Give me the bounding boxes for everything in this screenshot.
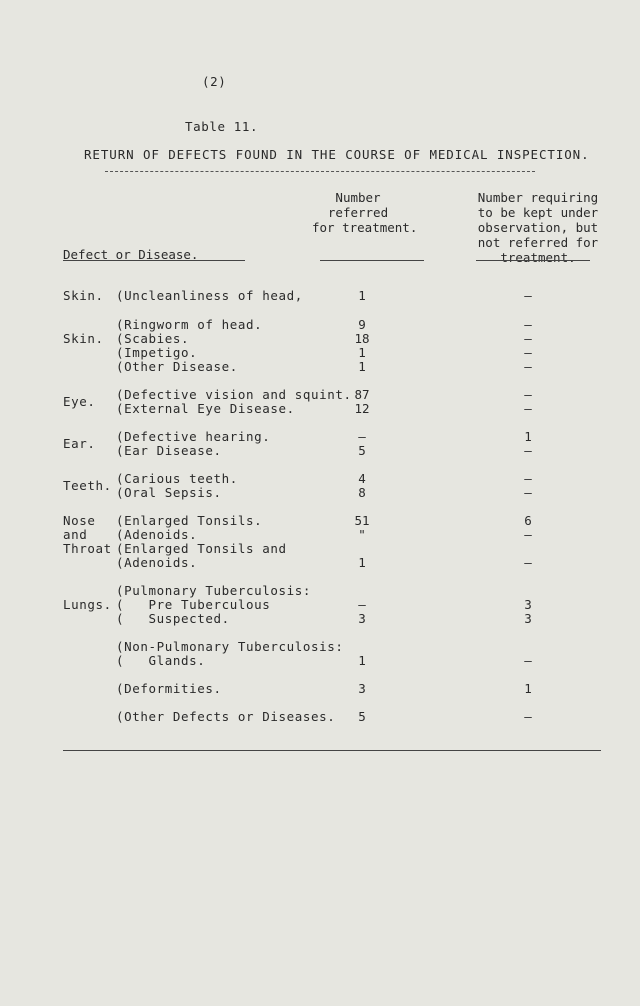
row-label: Teeth. <box>63 478 112 493</box>
row-referred-value: 8 <box>358 485 366 500</box>
row-referred-value: 3 <box>358 681 366 696</box>
row-item: (Uncleanliness of head, <box>116 288 303 303</box>
row-item: (Adenoids. <box>116 527 198 542</box>
row-observation-value: – <box>524 401 532 416</box>
header-observation: Number requiring to be kept under observation, but not referred for treatment. <box>477 190 599 265</box>
row-label: Lungs. <box>63 597 112 612</box>
row-referred-value: 1 <box>358 555 366 570</box>
row-label: Ear. <box>63 436 96 451</box>
header-rule-referred <box>320 260 424 261</box>
row-observation-value: – <box>524 653 532 668</box>
row-observation-value: – <box>524 709 532 724</box>
row-item: ( Glands. <box>116 653 206 668</box>
row-item: (Ringworm of head. <box>116 317 263 332</box>
row-referred-value: 51 <box>354 513 370 528</box>
row-label: Throat <box>63 541 112 556</box>
table-label: Table 11. <box>185 119 259 134</box>
row-item: (Ear Disease. <box>116 443 222 458</box>
row-observation-value: – <box>524 471 532 486</box>
row-item: (Scabies. <box>116 331 190 346</box>
row-referred-value: 1 <box>358 359 366 374</box>
row-label: Nose <box>63 513 96 528</box>
row-referred-value: " <box>358 527 366 542</box>
row-observation-value: – <box>524 387 532 402</box>
row-observation-value: – <box>524 331 532 346</box>
row-referred-value: 18 <box>354 331 370 346</box>
header-referred: Number referred for treatment. <box>312 190 418 235</box>
row-item: (Carious teeth. <box>116 471 238 486</box>
row-referred-value: 87 <box>354 387 370 402</box>
row-referred-value: 9 <box>358 317 366 332</box>
table-title: RETURN OF DEFECTS FOUND IN THE COURSE OF MEDICAL INSPECTION. <box>84 147 590 162</box>
row-item: (Oral Sepsis. <box>116 485 222 500</box>
header-rule-observation <box>476 260 590 261</box>
row-label: and <box>63 527 88 542</box>
row-item: (Deformities. <box>116 681 222 696</box>
row-observation-value: – <box>524 317 532 332</box>
row-item: (Other Defects or Diseases. <box>116 709 336 724</box>
table-bottom-rule <box>63 750 601 751</box>
row-observation-value: – <box>524 555 532 570</box>
row-item: (Adenoids. <box>116 555 198 570</box>
row-label: Eye. <box>63 394 96 409</box>
row-item: ( Pre Tuberculous <box>116 597 271 612</box>
row-item: (Impetigo. <box>116 345 198 360</box>
row-observation-value: – <box>524 359 532 374</box>
row-observation-value: 1 <box>524 429 532 444</box>
row-referred-value: – <box>358 597 366 612</box>
row-observation-value: 3 <box>524 611 532 626</box>
row-referred-value: 5 <box>358 709 366 724</box>
row-observation-value: – <box>524 527 532 542</box>
row-item: (Defective hearing. <box>116 429 271 444</box>
row-referred-value: – <box>358 429 366 444</box>
row-observation-value: – <box>524 485 532 500</box>
row-item: (Enlarged Tonsils and <box>116 541 287 556</box>
header-rule-defect <box>63 260 245 261</box>
row-item: (Non-Pulmonary Tuberculosis: <box>116 639 344 654</box>
row-item: (Defective vision and squint. <box>116 387 352 402</box>
row-observation-value: 1 <box>524 681 532 696</box>
title-dashed-rule <box>105 171 535 172</box>
row-referred-value: 1 <box>358 653 366 668</box>
row-referred-value: 3 <box>358 611 366 626</box>
row-referred-value: 12 <box>354 401 370 416</box>
row-observation-value: – <box>524 288 532 303</box>
row-item: (External Eye Disease. <box>116 401 295 416</box>
row-referred-value: 4 <box>358 471 366 486</box>
row-referred-value: 1 <box>358 345 366 360</box>
header-defect: Defect or Disease. <box>63 247 199 262</box>
row-observation-value: 3 <box>524 597 532 612</box>
row-observation-value: 6 <box>524 513 532 528</box>
row-item: ( Suspected. <box>116 611 230 626</box>
row-referred-value: 5 <box>358 443 366 458</box>
row-item: (Enlarged Tonsils. <box>116 513 263 528</box>
row-item: (Other Disease. <box>116 359 238 374</box>
row-label: Skin. <box>63 331 104 346</box>
row-label: Skin. <box>63 288 104 303</box>
row-item: (Pulmonary Tuberculosis: <box>116 583 312 598</box>
row-referred-value: 1 <box>358 288 366 303</box>
page-number: (2) <box>202 74 227 89</box>
row-observation-value: – <box>524 345 532 360</box>
row-observation-value: – <box>524 443 532 458</box>
